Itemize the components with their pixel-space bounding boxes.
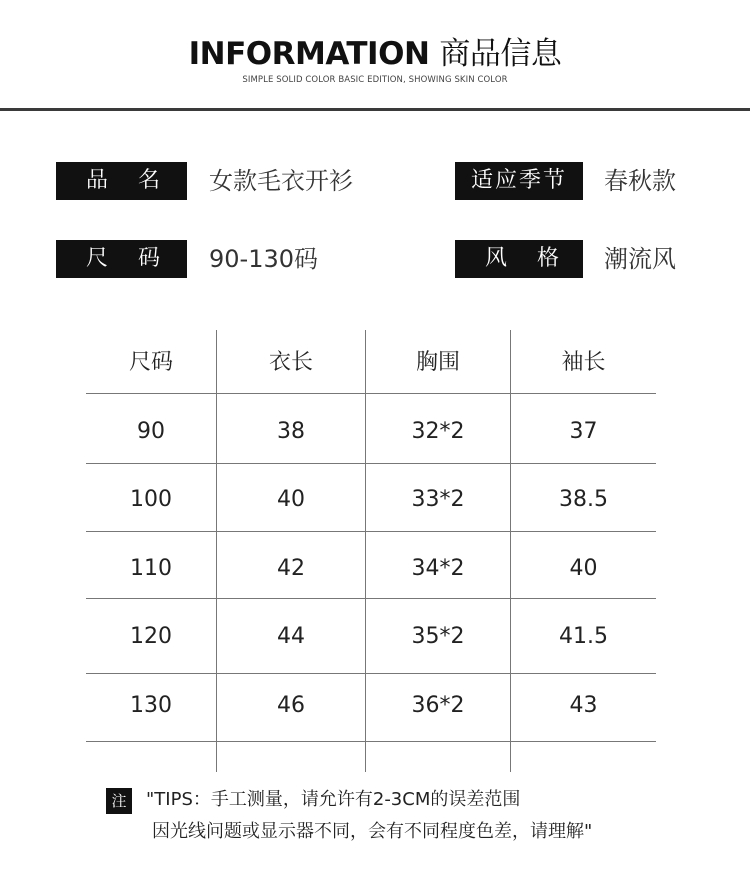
table-cell: 46 xyxy=(277,693,305,718)
table-cell: 33*2 xyxy=(411,487,465,512)
table-cell: 44 xyxy=(277,624,305,649)
table-cell: 42 xyxy=(277,556,305,581)
table-cell: 38 xyxy=(277,419,305,444)
size-table xyxy=(86,330,656,772)
table-cell: 34*2 xyxy=(411,556,465,581)
header xyxy=(0,0,750,112)
table-cell: 43 xyxy=(569,693,598,718)
table-row-divider xyxy=(86,463,656,464)
table-cell: 41.5 xyxy=(559,624,608,649)
table-cell: 110 xyxy=(130,556,172,581)
table-cell: 35*2 xyxy=(411,624,465,649)
table-cell: 40 xyxy=(277,487,305,512)
table-header-sleeve: 袖长 xyxy=(561,350,606,375)
table-header-chest: 胸围 xyxy=(415,350,460,375)
table-cell: 38.5 xyxy=(559,487,608,512)
table-cell: 100 xyxy=(130,487,172,512)
season-value: 春秋款 xyxy=(604,167,676,195)
page-subtitle: SIMPLE SOLID COLOR BASIC EDITION, SHOWING SKIN COLOR xyxy=(242,75,508,85)
table-row-divider xyxy=(86,393,656,394)
info-row-1 xyxy=(0,162,750,202)
season-label: 适应季节 xyxy=(455,162,583,200)
table-cell: 37 xyxy=(569,419,598,444)
note-badge: 注 xyxy=(106,788,132,814)
size-label: 尺码 xyxy=(56,240,187,278)
table-header-size: 尺码 xyxy=(128,350,173,375)
header-divider xyxy=(0,108,750,111)
table-cell: 36*2 xyxy=(411,693,465,718)
style-label: 风格 xyxy=(455,240,583,278)
table-cell: 40 xyxy=(569,556,598,581)
product-name-label: 品名 xyxy=(56,162,187,200)
style-value: 潮流风 xyxy=(604,245,676,273)
info-row-2 xyxy=(0,240,750,280)
tips-line-2: 因光线问题或显示器不同，会有不同程度色差，请理解" xyxy=(152,821,593,842)
table-row-divider xyxy=(86,531,656,532)
table-cell: 120 xyxy=(130,624,172,649)
table-cell: 130 xyxy=(130,693,172,718)
size-value: 90-130码 xyxy=(209,245,319,273)
table-cell: 90 xyxy=(137,419,165,444)
product-name-value: 女款毛衣开衫 xyxy=(209,167,353,195)
title-en: INFORMATION xyxy=(188,36,430,72)
table-row-divider xyxy=(86,598,656,599)
title-cn: 商品信息 xyxy=(439,36,562,72)
table-cell: 32*2 xyxy=(411,419,465,444)
table-row-divider xyxy=(86,673,656,674)
tips-line-1: "TIPS：手工测量，请允许有2-3CM的误差范围 xyxy=(146,789,521,810)
table-row-divider xyxy=(86,741,656,742)
page-title xyxy=(0,28,750,73)
table-header-length: 衣长 xyxy=(268,350,313,375)
